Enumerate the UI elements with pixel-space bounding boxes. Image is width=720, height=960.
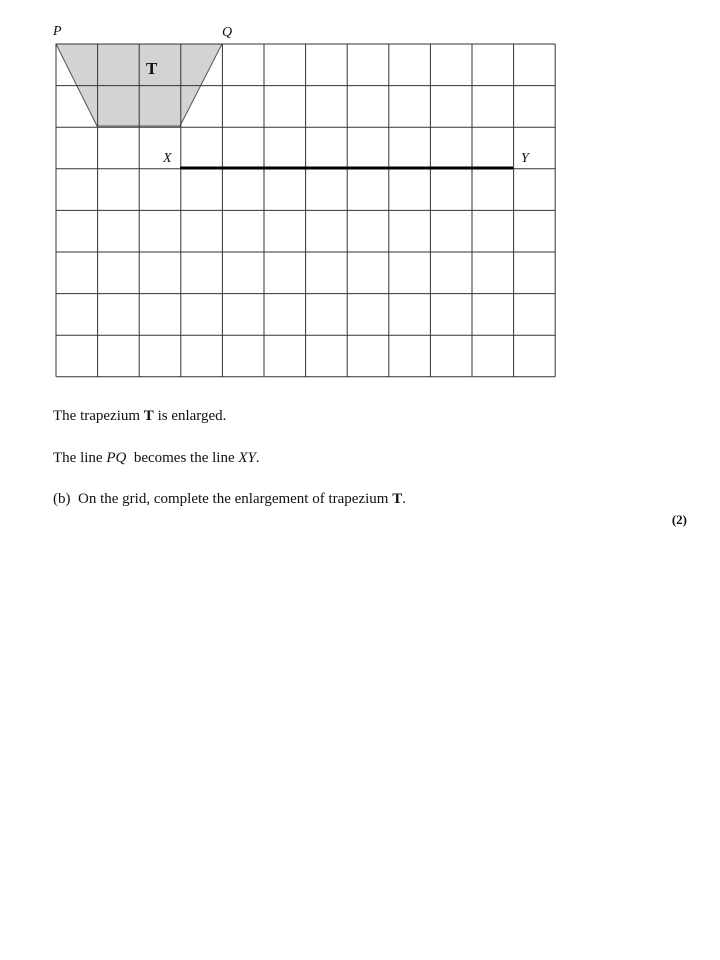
statement-pq-becomes-xy: The line PQ becomes the line XY.	[53, 450, 260, 466]
label-x: X	[163, 151, 172, 166]
enlargement-grid-figure	[0, 0, 720, 400]
marks-indicator: (2)	[671, 512, 687, 527]
label-p: P	[53, 24, 62, 39]
label-q: Q	[222, 25, 233, 40]
label-y: Y	[521, 151, 529, 166]
question-part-b: (b) On the grid, complete the enlargement of trapezium T.	[53, 491, 406, 507]
statement-enlarged: The trapezium T is enlarged.	[53, 408, 227, 424]
label-trapezium-t: T	[146, 59, 158, 78]
